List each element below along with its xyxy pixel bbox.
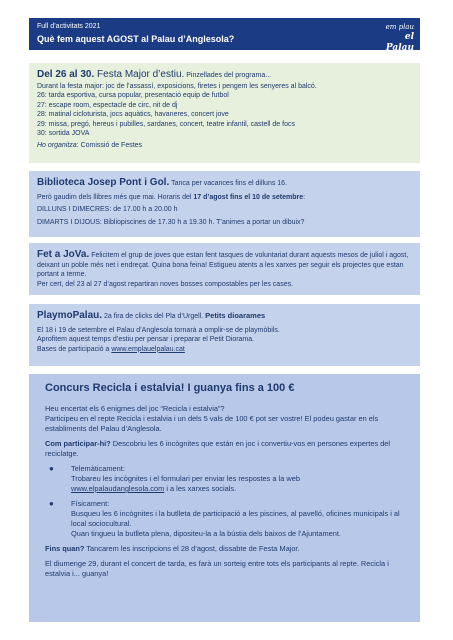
biblioteca-title-tail: Tanca per vacances fins el dilluns 16. [169,180,288,187]
festa-major-title [37,68,412,82]
concurs-com-participar [45,439,404,459]
festa-organitza [37,141,412,150]
bullet1-text: Trobareu les incògnites i el formulari per enviar les respostes a la web [71,474,300,483]
bullet1-after: i a les xarxes socials. [164,484,237,493]
concurs-title-text: Concurs Recicla i estalvia! I guanya fins a 100 € [45,382,295,394]
biblioteca-title [37,176,412,190]
bullet-fisicament [45,499,404,539]
fet-a-jova-text [37,248,412,280]
festa-line: Durant la festa major: joc de l’assassí, exposicions, firetes i pengem les senyeres al balcó. [37,83,317,90]
bullet-telematicament [45,464,404,494]
festa-line: 26: tarda esportiva, cursa popular, presentació equip de futbol [37,92,229,100]
com-participar-text: Descobriu les 6 incògnites que están en joc i convertiu-vos en persones expertes del reciclatge. [45,439,391,458]
com-participar-label: Com participar-hi? [45,439,111,448]
biblioteca-section [29,171,420,237]
horaris-text: Però gaudim dels llibres més que mai. Horaris del [37,194,194,201]
playmo-line1: El 18 i 19 de setembre el Palau d’Anglesola tornarà a omplir-se de playmòbils. [37,327,280,334]
organitza-value: : Comissió de Festes [76,142,143,150]
festa-line: 28: matinal cicloturista, jocs aquàtics, havaneres, concert jove [37,111,229,119]
horaris-dates: 17 d’agost fins el 10 de setembre [193,194,304,201]
festa-line: 30: sortida JOVA [37,130,90,138]
playmopalau-title [37,309,412,323]
biblioteca-dilluns: DILLUNS I DIMECRES: de 17.00 h a 20.00 h [37,206,178,214]
playmo-bases-link[interactable]: www.emplauelpalau.cat [111,345,185,353]
festa-title-bold: Del 26 al 30. [37,69,95,80]
fins-quan-label: Fins quan? [45,544,85,553]
concurs-section [29,374,420,622]
playmo-bases-text: Bases de participació a [37,345,112,353]
festa-title-rest: Festa Major d’estiu. [94,69,185,80]
festa-major-section [29,63,420,163]
bullet-dot-icon: ● [49,499,54,508]
biblioteca-title-bold: Biblioteca Josep Pont i Gol. [37,177,170,188]
fet-a-jova-intro: Felicitem el grup de joves que estan fent tasques de voluntariat durant aquests mesos de juliol i agost, deixant un poble més net i endreçat. Quina bona feina! Estigueu atents a les xarxes per seguir els projectes que estan portant a terme. [37,252,409,279]
festa-line: 27: escape room, espectacle de circ, nit de dj [37,101,178,109]
header-title: Què fem aquest AGOST al Palau d’Anglesola? [37,34,235,44]
logo-line2: el Palau [385,32,414,53]
playmo-line2: Aprofitem aquest temps d’estiu per pensar i preparar el Petit Diorama. [37,336,255,344]
brand-logo [374,23,414,53]
fet-a-jova-title: Fet a JoVa. [37,249,90,260]
playmo-title-bold: PlaymoPalau. [37,310,103,321]
horaris-colon: : [303,194,306,201]
playmo-title-mid: 2a fira de clicks del Pla d’Urgell. [102,313,206,320]
bullet2-title: Físicament: [71,499,110,508]
logo-line1: em plau [385,23,414,31]
concurs-title [45,382,404,395]
page-header [29,18,420,53]
bullet-dot-icon: ● [49,464,54,473]
fet-a-jova-bosses: Per cert, del 23 al 27 d’agost repartiran noves bosses compostables per les cases. [37,280,294,288]
organitza-label: Ho organitza [37,142,77,150]
header-subtitle: Full d’activitats 2021 [37,23,101,30]
festa-line: 29: missa, pregó, hereus i pubilles, sardanes, concert, teatre infantil, castell de focs [37,120,295,128]
concurs-p1: Heu encertat els 6 enigmes del joc “Recicla i estalvia”? [45,404,225,413]
bullet1-link[interactable]: www.elpalaudanglesola.com [71,484,165,493]
festa-title-tail: Pinzellades del programa... [184,72,272,79]
playmopalau-section [29,304,420,366]
playmo-line3 [37,345,412,354]
concurs-sorteig: El diumenge 29, durant el concert de tarda, es farà un sorteig entre tots els participants al repte. Recicla i estalvia i... guanya! [45,559,389,578]
concurs-fins-quan [45,544,404,554]
bullet1-title: Telemàticament: [71,464,125,473]
fins-quan-text: Tancarem les inscripcions el 28 d’agost, dissabte de Festa Major. [84,544,300,553]
biblioteca-horaris [37,193,412,202]
concurs-p2: Participeu en el repte Recicla i estalvia i un dels 5 vals de 100 € pot ser vostre! El podeu gastar en els establiments del Palau d’Anglesola. [45,414,379,433]
bullet2-text2: Quan tingueu la butlleta plena, dipositeu-la a la bústia dels baixos de l’Ajuntament. [71,529,341,538]
bullet2-text1: Busqueu les 6 incògnites i la butlleta de participació a les piscines, al pavelló, oficines municipals i al local sociocultural. [71,509,400,528]
fet-a-jova-section [29,243,420,295]
playmo-title-dioarames: Petits dioarames [205,311,266,320]
biblioteca-dimarts: DIMARTS I DIJOUS: Bibliopiscines de 17.30 h a 19.30 h. T’animes a portar un dibuix? [37,218,305,226]
